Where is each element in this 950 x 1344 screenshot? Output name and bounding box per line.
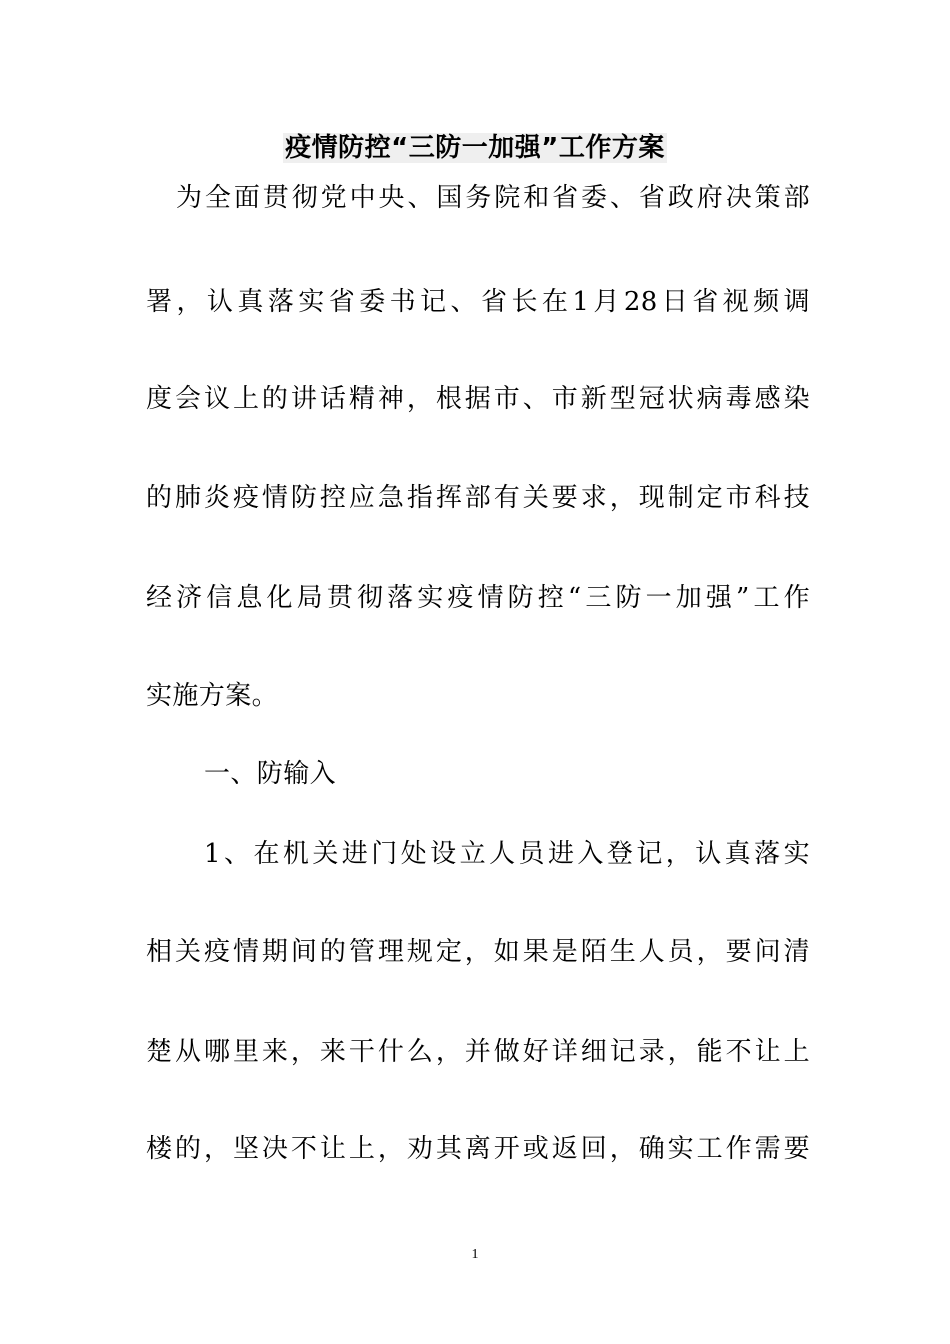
paragraph-line-1: 为全面贯彻党中央、国务院和省委、省政府决策部 (176, 183, 810, 213)
document-title-text: 疫情防控“三防一加强”工作方案 (285, 133, 665, 163)
document-title (0, 126, 950, 170)
paragraph-line-9: 相关疫情期间的管理规定，如果是陌生人员，要问清 (146, 937, 810, 967)
paragraph-line-3: 度会议上的讲话精神，根据市、市新型冠状病毒感染 (146, 384, 810, 414)
paragraph-line-5: 经济信息化局贯彻落实疫情防控“三防一加强”工作 (146, 583, 810, 613)
section-heading: 一、防输入 (204, 759, 337, 789)
paragraph-line-4: 的肺炎疫情防控应急指挥部有关要求，现制定市科技 (146, 483, 810, 513)
paragraph-line-8: 1、在机关进门处设立人员进入登记，认真落实 (204, 839, 810, 869)
paragraph-line-10: 楚从哪里来，来干什么，并做好详细记录，能不让上 (146, 1037, 810, 1067)
paragraph-line-11: 楼的，坚决不让上，劝其离开或返回，确实工作需要 (146, 1134, 810, 1164)
paragraph-line-6: 实施方案。 (146, 681, 279, 711)
page-number: 1 (471, 1247, 479, 1262)
paragraph-line-2: 署，认真落实省委书记、省长在1月28日省视频调 (146, 287, 810, 317)
